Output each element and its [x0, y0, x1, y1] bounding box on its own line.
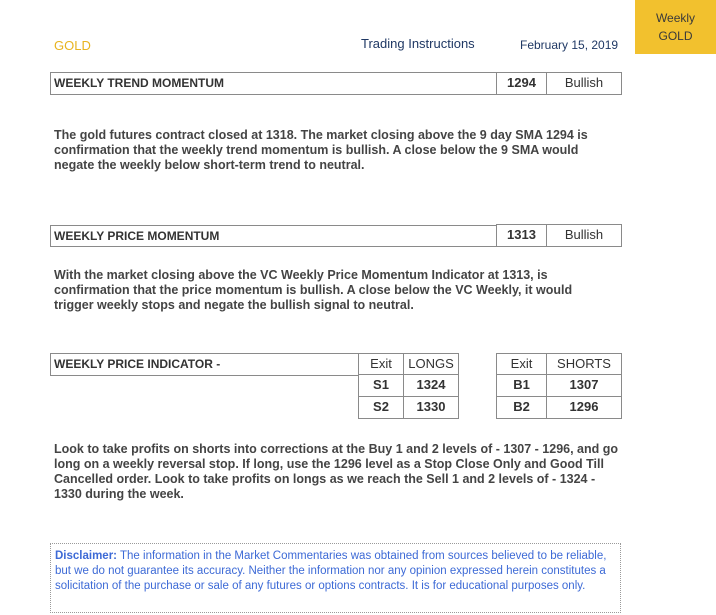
disclaimer-text: The information in the Market Commentaries was obtained from sources believed to be reliable, but we do not guarantee its accuracy. Neither the information nor any opinion expressed herein constitutes a solicitation of the purchase or sale of any futures or options contracts. It is for educational purposes only. [55, 550, 607, 592]
trend-momentum-signal: Bullish [546, 72, 622, 95]
longs-value-s2: 1330 [403, 396, 459, 419]
report-date: February 15, 2019 [520, 38, 619, 52]
shorts-exit-header: Exit [496, 353, 547, 375]
shorts-value-b2: 1296 [546, 396, 622, 419]
price-momentum-value: 1313 [496, 224, 547, 247]
shorts-header: SHORTS [546, 353, 622, 375]
longs-value-s1: 1324 [403, 374, 459, 397]
shorts-exit-b2: B2 [496, 396, 547, 419]
badge-line-2: GOLD [658, 29, 693, 43]
price-indicator-label: WEEKLY PRICE INDICATOR - [50, 353, 359, 376]
disclaimer-box [50, 543, 621, 613]
longs-exit-s1: S1 [358, 374, 404, 397]
disclaimer-label: Disclaimer: [55, 550, 118, 562]
badge-line-1: Weekly [655, 11, 696, 25]
shorts-value-b1: 1307 [546, 374, 622, 397]
price-momentum-label: WEEKLY PRICE MOMENTUM [50, 225, 497, 247]
longs-exit-header: Exit [358, 353, 404, 375]
trend-momentum-commentary: The gold futures contract closed at 1318. The market closing above the 9 day SMA 1294 is confirmation that the weekly trend momentum is bullish. A close below the 9 SMA would negate the weekly below short-term trend to neutral. [54, 128, 588, 172]
price-momentum-signal: Bullish [546, 224, 622, 247]
price-momentum-commentary: With the market closing above the VC Weekly Price Momentum Indicator at 1313, is confirmation that the price momentum is bullish. A close below the VC Weekly, it would trigger weekly stops and negate the bullish signal to neutral. [54, 268, 573, 312]
longs-header: LONGS [403, 353, 459, 375]
trend-momentum-label: WEEKLY TREND MOMENTUM [50, 72, 497, 95]
longs-exit-s2: S2 [358, 396, 404, 419]
page-title: Trading Instructions [361, 36, 475, 51]
commodity-label: GOLD [54, 38, 91, 53]
weekly-gold-badge [635, 0, 716, 54]
trend-momentum-value: 1294 [496, 72, 547, 95]
shorts-exit-b1: B1 [496, 374, 547, 397]
price-indicator-commentary: Look to take profits on shorts into corrections at the Buy 1 and 2 levels of - 1307 - 1296, and go long on a weekly reversal stop. If long, use the 1296 level as a Stop Close Only and Good Till Cancelled order. Look to take profits on longs as we reach the Sell 1 and 2 levels of - 1324 - 1330 during the week. [54, 442, 619, 501]
